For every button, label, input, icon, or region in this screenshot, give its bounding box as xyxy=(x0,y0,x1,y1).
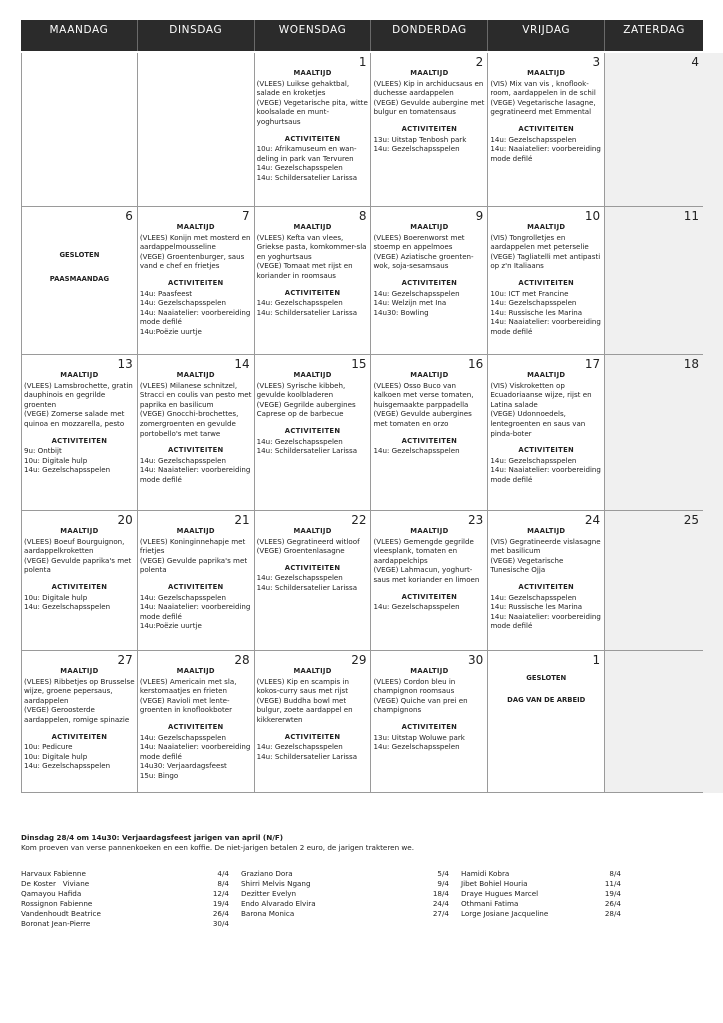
meal-label: MAALTIJD xyxy=(410,371,449,379)
day-cell xyxy=(255,207,372,354)
day-content xyxy=(490,527,602,631)
weekday-label: MAANDAG xyxy=(21,20,138,51)
activities-label: ACTIVITEITEN xyxy=(284,134,341,143)
birthday-date: 19/4 xyxy=(212,899,229,908)
meal-label: MAALTIJD xyxy=(410,667,449,675)
activity-line: 14u: Gezelschapsspelen xyxy=(490,592,577,602)
meal-label: MAALTIJD xyxy=(527,371,566,379)
activity-line: 14u: Gezelschapsspelen xyxy=(490,298,577,308)
birthday-date: 11/4 xyxy=(604,879,621,888)
meal-line: (VEGE) Gevulde aubergines met tomaten en orzo xyxy=(373,409,472,428)
activity-line: 14u: Gezelschapsspelen xyxy=(139,455,226,465)
day-content xyxy=(490,667,602,711)
weekday-label: VRIJDAG xyxy=(488,20,605,51)
meal-line: (VEGE) Buddha bowl met bulgur, zoete aardappel en kikkererwten xyxy=(256,695,353,724)
day-number: 7 xyxy=(242,209,250,223)
activities-label: ACTIVITEITEN xyxy=(518,446,575,455)
day-number: 21 xyxy=(234,513,250,527)
birthday-name: Boronat Jean-Pierre xyxy=(21,919,91,928)
meal-line: (VLEES) Kefta van vlees, Griekse pasta, komkommer-sla en yoghurtsaus xyxy=(256,232,367,261)
activities-label: ACTIVITEITEN xyxy=(167,446,224,455)
day-number: 11 xyxy=(683,209,699,223)
day-content xyxy=(490,69,602,163)
activity-line: 15u: Bingo xyxy=(139,770,179,780)
activity-line: 14u: Naaiatelier: voorbereiding mode defilé xyxy=(490,465,601,484)
day-content xyxy=(373,527,485,612)
day-cell xyxy=(21,355,138,510)
meal-line: (VEGE) Vegetarische Tunesische Ojja xyxy=(490,555,564,575)
day-number: 6 xyxy=(125,209,133,223)
birthday-date: 26/4 xyxy=(212,909,229,918)
birthday-name: Lorge Josiane Jacqueline xyxy=(461,909,549,918)
meal-line: (VEGE) Zomerse salade met quinoa en mozzarella, pesto xyxy=(24,409,125,428)
week-row xyxy=(21,355,703,511)
meal-label: MAALTIJD xyxy=(410,69,449,77)
day-content xyxy=(257,69,369,183)
activity-line: 14u: Naaiatelier: voorbereiding mode defilé xyxy=(490,144,601,163)
birthday-name: Vandenhoudt Beatrice xyxy=(21,909,101,918)
birthday-column xyxy=(241,869,449,929)
birthday-row xyxy=(461,899,621,909)
meal-line: (VEGE) Tomaat met rijst en koriander in roomsaus xyxy=(256,261,353,280)
meal-label: MAALTIJD xyxy=(527,69,566,77)
weekday-label: WOENSDAG xyxy=(255,20,372,51)
day-number: 28 xyxy=(234,653,250,667)
birthday-date: 8/4 xyxy=(609,869,621,878)
activity-line: 14u: Gezelschapsspelen xyxy=(256,436,343,446)
weekday-header xyxy=(21,20,703,51)
day-cell xyxy=(605,355,703,510)
meal-label: MAALTIJD xyxy=(293,223,332,231)
birthday-date: 12/4 xyxy=(212,889,229,898)
activities-label: ACTIVITEITEN xyxy=(284,732,341,741)
closed-notice xyxy=(490,667,602,711)
meal-line: (VLEES) Gemengde gegrilde vleesplank, tomaten en aardappelchips xyxy=(373,536,474,565)
birthday-date: 9/4 xyxy=(437,879,449,888)
day-cell xyxy=(255,651,372,792)
day-content xyxy=(490,371,602,485)
meal-line: (VLEES) Kip en scampis in kokos-curry saus met rijst xyxy=(256,676,349,696)
activities-label: ACTIVITEITEN xyxy=(518,124,575,133)
activity-line: 14u: Gezelschapsspelen xyxy=(373,742,460,752)
week-row xyxy=(21,651,703,793)
meal-label: MAALTIJD xyxy=(60,667,99,675)
activity-line: 14u: Naaiatelier: voorbereiding mode defilé xyxy=(490,317,601,336)
meal-line: (VLEES) Syrische kibbeh, gevulde koolbladeren xyxy=(256,380,346,400)
activity-line: 14u: Gezelschapsspelen xyxy=(490,455,577,465)
day-cell xyxy=(255,355,372,510)
birthday-name: Dezitter Evelyn xyxy=(241,889,297,898)
day-cell xyxy=(138,651,255,792)
day-cell xyxy=(605,207,703,354)
meal-line: (VEGE) Vegetarische pita, witte koolsalade en munt-yoghurtsaus xyxy=(256,97,368,126)
closed-line: GESLOTEN xyxy=(59,251,100,259)
activity-line: 14u: Gezelschapsspelen xyxy=(139,298,226,308)
meal-line: (VIS) Tongrolletjes en aardappelen met peterselie xyxy=(490,232,589,252)
activity-line: 14u: Gezelschapsspelen xyxy=(139,592,226,602)
birthday-date: 30/4 xyxy=(212,919,229,928)
activity-line: 13u: Uitstap Woluwe park xyxy=(373,732,465,742)
meal-line: (VEGE) Geroosterde aardappelen, romige spinazie xyxy=(24,705,130,724)
meal-label: MAALTIJD xyxy=(293,371,332,379)
meal-line: (VLEES) Konijn met mosterd en aardappelmousseline xyxy=(139,232,251,252)
activities-label: ACTIVITEITEN xyxy=(284,563,341,572)
birthday-text: Kom proeven van verse pannenkoeken en een koffie. De niet-jarigen betalen 2 euro, de jarigen trakteren we. xyxy=(21,843,414,852)
day-content xyxy=(24,527,135,612)
activity-line: 14u: Gezelschapsspelen xyxy=(139,732,226,742)
activity-line: 14u:Poëzie uurtje xyxy=(139,326,202,336)
day-number: 4 xyxy=(691,55,699,69)
activity-line: 14u: Paasfeest xyxy=(139,288,193,298)
birthday-date: 28/4 xyxy=(604,909,621,918)
day-cell xyxy=(605,651,703,792)
meal-line: (VLEES) Ribbetjes op Brusselse wijze, groene pepersaus, aardappelen xyxy=(24,676,135,705)
activity-line: 14u: Naaiatelier: voorbereiding mode defilé xyxy=(490,611,601,631)
birthday-date: 19/4 xyxy=(604,889,621,898)
day-cell xyxy=(21,511,138,650)
day-content xyxy=(257,223,369,317)
meal-label: MAALTIJD xyxy=(410,223,449,231)
birthday-name: Shirri Melvis Ngang xyxy=(241,879,311,888)
activity-line: 10u: Digitale hulp xyxy=(24,455,88,465)
meal-line: (VLEES) Americain met sla, kerstomaatjes en frieten xyxy=(139,676,237,696)
activity-line: 14u: Gezelschapsspelen xyxy=(373,144,460,154)
day-number: 17 xyxy=(584,357,601,371)
activity-line: 14u: Gezelschapsspelen xyxy=(24,602,111,612)
day-content xyxy=(373,667,485,752)
activities-label: ACTIVITEITEN xyxy=(401,592,458,601)
birthday-name: Rossignon Fabienne xyxy=(21,899,93,908)
activities-label: ACTIVITEITEN xyxy=(401,124,458,133)
day-number: 13 xyxy=(117,357,133,371)
birthday-row xyxy=(21,909,229,919)
activity-line: 14u: Gezelschapsspelen xyxy=(256,573,343,583)
day-content xyxy=(140,223,252,337)
birthday-name: Hamidi Kobra xyxy=(461,869,510,878)
day-content xyxy=(24,371,135,475)
meal-line: (VIS) Gegratineerde vislasagne met basilicum xyxy=(490,536,601,556)
day-number: 27 xyxy=(117,653,133,667)
day-cell xyxy=(138,207,255,354)
birthday-columns xyxy=(21,869,701,929)
activity-line: 14u: Gezelschapsspelen xyxy=(256,742,343,752)
day-number: 2 xyxy=(475,55,484,69)
day-cell xyxy=(488,355,605,510)
birthday-name: Harvaux Fabienne xyxy=(21,869,86,878)
day-cell xyxy=(371,355,488,510)
day-cell xyxy=(371,53,488,206)
day-cell xyxy=(605,511,703,650)
meal-label: MAALTIJD xyxy=(527,527,566,535)
activities-label: ACTIVITEITEN xyxy=(518,582,575,591)
meal-line: (VEGE) Gnocchi-brochettes, zomergroenten en gevulde portobello's met tarwe xyxy=(139,409,239,438)
birthday-row xyxy=(241,879,449,889)
activities-label: ACTIVITEITEN xyxy=(284,426,341,435)
day-cell xyxy=(488,651,605,792)
birthday-name: Graziano Dora xyxy=(241,869,293,878)
meal-line: (VEGE) Gevulde paprika's met polenta xyxy=(24,555,132,575)
day-content xyxy=(140,371,252,485)
birthday-row xyxy=(21,889,229,899)
meal-label: MAALTIJD xyxy=(527,223,566,231)
meal-line: (VLEES) Lamsbrochette, gratin dauphinois en gegrilde groenten xyxy=(24,380,133,409)
activity-line: 14u: Naaiatelier: voorbereiding mode defilé xyxy=(139,307,251,327)
activity-line: 10u: ICT met Francine xyxy=(490,288,569,298)
meal-label: MAALTIJD xyxy=(60,371,99,379)
birthday-row xyxy=(461,879,621,889)
day-cell xyxy=(138,53,255,206)
activity-line: 14u: Gezelschapsspelen xyxy=(373,602,460,612)
week-row xyxy=(21,207,703,355)
activities-label: ACTIVITEITEN xyxy=(401,278,458,287)
meal-label: MAALTIJD xyxy=(293,69,332,77)
activity-line: 14u: Naaiatelier: voorbereiding mode defilé xyxy=(139,602,251,621)
birthday-title: Dinsdag 28/4 om 14u30: Verjaardagsfeest jarigen van april (N/F) xyxy=(21,833,284,842)
day-cell xyxy=(371,511,488,650)
day-cell xyxy=(138,511,255,650)
birthday-row xyxy=(241,899,449,909)
activities-label: ACTIVITEITEN xyxy=(51,436,108,445)
day-number: 1 xyxy=(592,653,601,667)
activity-line: 14u: Gezelschapsspelen xyxy=(256,163,343,173)
activities-label: ACTIVITEITEN xyxy=(401,436,458,445)
closed-notice xyxy=(24,243,135,291)
meal-label: MAALTIJD xyxy=(410,527,449,535)
day-cell xyxy=(371,207,488,354)
activities-label: ACTIVITEITEN xyxy=(167,582,224,591)
day-number: 1 xyxy=(358,55,367,69)
activity-line: 14u: Naaiatelier: voorbereiding mode defilé xyxy=(139,742,251,761)
activity-line: 14u: Schildersatelier Larissa xyxy=(256,582,358,592)
meal-line: (VLEES) Boerenworst met stoemp en appelmoes xyxy=(373,232,465,252)
activity-line: 14u: Naaiatelier: voorbereiding mode defilé xyxy=(139,465,251,484)
activities-label: ACTIVITEITEN xyxy=(518,278,575,287)
day-number: 20 xyxy=(117,513,133,527)
day-cell xyxy=(255,511,372,650)
closed-line: GESLOTEN xyxy=(526,674,567,682)
day-number: 10 xyxy=(584,209,601,223)
meal-line: (VEGE) Aziatische groenten-wok, soja-sesamsaus xyxy=(373,251,474,271)
activity-line: 14u: Gezelschapsspelen xyxy=(373,288,460,298)
day-number: 29 xyxy=(351,653,367,667)
activities-label: ACTIVITEITEN xyxy=(284,288,341,297)
day-content xyxy=(140,527,252,631)
day-number: 24 xyxy=(584,513,601,527)
birthday-row xyxy=(241,869,449,879)
activity-line: 14u: Schildersatelier Larissa xyxy=(256,307,358,317)
day-content xyxy=(373,223,485,317)
birthday-row xyxy=(241,889,449,899)
meal-label: MAALTIJD xyxy=(176,223,215,231)
day-cell xyxy=(371,651,488,792)
birthday-date: 8/4 xyxy=(217,879,229,888)
activity-line: 10u: Afrikamuseum en wan-deling in park van Tervuren xyxy=(256,144,357,163)
meal-label: MAALTIJD xyxy=(176,527,215,535)
meal-line: (VEGE) Tagliatelli met antipasti op z'n Italiaans xyxy=(490,251,601,271)
meal-line: (VEGE) Quiche van prei en champignons xyxy=(373,695,468,715)
meal-line: (VIS) Viskroketten op Ecuadoriaanse wijze, rijst en Latina salade xyxy=(490,380,592,409)
day-number: 16 xyxy=(468,357,484,371)
day-cell xyxy=(138,355,255,510)
day-cell xyxy=(605,53,703,206)
meal-line: (VEGE) Groentenlasagne xyxy=(256,546,345,556)
day-content xyxy=(490,223,602,337)
weekday-label: DINSDAG xyxy=(138,20,255,51)
day-cell xyxy=(488,207,605,354)
activity-line: 14u: Welzijn met Ina xyxy=(373,298,447,308)
activity-line: 14u30: Bowling xyxy=(373,307,429,317)
meal-line: (VEGE) Udonnoedels, lentegroenten en saus van pinda-boter xyxy=(490,409,586,438)
activity-line: 14u: Gezelschapsspelen xyxy=(373,446,460,456)
day-number: 3 xyxy=(592,55,601,69)
day-cell xyxy=(21,207,138,354)
birthday-column xyxy=(21,869,229,929)
birthday-name: Othmani Fatima xyxy=(461,899,519,908)
birthday-row xyxy=(21,869,229,879)
day-number: 25 xyxy=(683,513,699,527)
birthday-row xyxy=(461,869,621,879)
meal-label: MAALTIJD xyxy=(293,667,332,675)
activity-line: 14u: Gezelschapsspelen xyxy=(24,465,111,475)
meal-line: (VEGE) Groentenburger, saus vand e chef en frietjes xyxy=(139,251,245,271)
day-content xyxy=(257,667,369,761)
birthday-date: 24/4 xyxy=(432,899,449,908)
activity-line: 14u: Schildersatelier Larissa xyxy=(256,172,358,182)
birthday-row xyxy=(461,909,621,919)
meal-line: (VLEES) Cordon bleu in champignon roomsaus xyxy=(373,676,456,696)
activity-line: 9u: Ontbijt xyxy=(24,446,62,456)
activity-line: 13u: Uitstap Tenbosh park xyxy=(373,134,467,144)
birthday-name: De Koster Viviane xyxy=(21,879,90,888)
activity-line: 14u: Russische les Marina xyxy=(490,307,583,317)
activity-line: 14u: Schildersatelier Larissa xyxy=(256,751,358,761)
day-number: 14 xyxy=(234,357,250,371)
meal-line: (VEGE) Gevulde paprika's met polenta xyxy=(139,555,248,575)
day-content xyxy=(24,243,135,291)
activities-label: ACTIVITEITEN xyxy=(51,582,108,591)
birthday-row xyxy=(21,919,229,929)
day-cell xyxy=(21,53,138,206)
meal-line: (VLEES) Kip in archiducsaus en duchesse aardappelen xyxy=(373,78,484,98)
birthday-name: Qamayou Hafida xyxy=(21,889,82,898)
day-content xyxy=(373,69,485,154)
day-content xyxy=(24,667,135,771)
activity-line: 14u30: Verjaardagsfeest xyxy=(139,761,227,771)
day-content xyxy=(257,371,369,456)
day-cell xyxy=(21,651,138,792)
meal-label: MAALTIJD xyxy=(60,527,99,535)
meal-line: (VEGE) Vegetarische lasagne, gegratineerd met Emmental xyxy=(490,97,596,117)
week-row xyxy=(21,511,703,651)
day-number: 9 xyxy=(475,209,484,223)
birthday-footer xyxy=(21,833,701,929)
activity-line: 14u: Gezelschapsspelen xyxy=(490,134,577,144)
day-content xyxy=(140,667,252,781)
meal-line: (VLEES) Gegratineerd witloof xyxy=(256,536,360,546)
activity-line: 14u: Gezelschapsspelen xyxy=(256,298,343,308)
weekday-label: DONDERDAG xyxy=(371,20,488,51)
meal-label: MAALTIJD xyxy=(176,667,215,675)
birthday-name: Barona Monica xyxy=(241,909,295,918)
activities-label: ACTIVITEITEN xyxy=(167,722,224,731)
day-cell xyxy=(255,53,372,206)
day-number: 8 xyxy=(358,209,367,223)
activity-line: 10u: Pedicure xyxy=(24,742,73,752)
day-number: 23 xyxy=(468,513,484,527)
right-margin-strip xyxy=(703,53,723,793)
closed-line: DAG VAN DE ARBEID xyxy=(507,696,586,704)
birthday-date: 26/4 xyxy=(604,899,621,908)
day-content xyxy=(373,371,485,456)
activity-line: 14u: Russische les Marina xyxy=(490,602,583,612)
meal-line: (VLEES) Boeuf Bourguignon, aardappelkroketten xyxy=(24,536,125,556)
closed-line: PAASMAANDAG xyxy=(49,275,110,283)
meal-line: (VEGE) Gevulde aubergine met bulgur en tomatensaus xyxy=(373,97,485,117)
activities-label: ACTIVITEITEN xyxy=(167,278,224,287)
meal-line: (VLEES) Koninginnehapje met frietjes xyxy=(139,536,246,556)
week-row xyxy=(21,53,703,207)
birthday-column xyxy=(461,869,621,929)
meal-line: (VLEES) Osso Buco van kalkoen met verse tomaten, huisgemaakte parppadella xyxy=(373,380,474,409)
activity-line: 14u: Schildersatelier Larissa xyxy=(256,446,358,456)
day-number: 15 xyxy=(351,357,367,371)
activities-label: ACTIVITEITEN xyxy=(51,732,108,741)
day-content xyxy=(257,527,369,593)
day-cell xyxy=(488,511,605,650)
activity-line: 14u:Poëzie uurtje xyxy=(139,621,202,631)
birthday-date: 5/4 xyxy=(437,869,449,878)
meal-line: (VEGE) Ravioli met lente-groenten in knoflookboter xyxy=(139,695,233,715)
day-number: 30 xyxy=(468,653,484,667)
birthday-date: 4/4 xyxy=(217,869,229,878)
meal-line: (VEGE) Gegrilde aubergines Caprese op de barbecue xyxy=(256,399,356,419)
meal-label: MAALTIJD xyxy=(176,371,215,379)
activity-line: 10u: Digitale hulp xyxy=(24,592,88,602)
birthday-row xyxy=(461,889,621,899)
birthday-row xyxy=(21,899,229,909)
birthday-name: Draye Hugues Marcel xyxy=(461,889,539,898)
day-number: 18 xyxy=(683,357,699,371)
meal-line: (VLEES) Luikse gehaktbal, salade en kroketjes xyxy=(256,78,350,98)
activities-label: ACTIVITEITEN xyxy=(401,722,458,731)
activity-line: 14u: Gezelschapsspelen xyxy=(24,761,111,771)
calendar-grid xyxy=(21,53,703,793)
day-cell xyxy=(488,53,605,206)
birthday-row xyxy=(21,879,229,889)
weekday-label: ZATERDAG xyxy=(623,24,685,36)
meal-line: (VEGE) Lahmacun, yoghurt-saus met koriander en limoen xyxy=(373,565,480,584)
birthday-name: Endo Alvarado Elvira xyxy=(241,899,316,908)
meal-line: (VIS) Mix van vis , knoflook-room, aardappelen in de schil xyxy=(490,78,596,98)
meal-label: MAALTIJD xyxy=(293,527,332,535)
day-number: 22 xyxy=(351,513,367,527)
activity-line: 10u: Digitale hulp xyxy=(24,751,88,761)
birthday-row xyxy=(241,909,449,919)
birthday-name: Jibet Bohiel Houria xyxy=(461,879,528,888)
meal-line: (VLEES) Milanese schnitzel, Stracci en coulis van pesto met paprika en basilicum xyxy=(139,380,252,409)
birthday-date: 27/4 xyxy=(432,909,449,918)
birthday-date: 18/4 xyxy=(432,889,449,898)
